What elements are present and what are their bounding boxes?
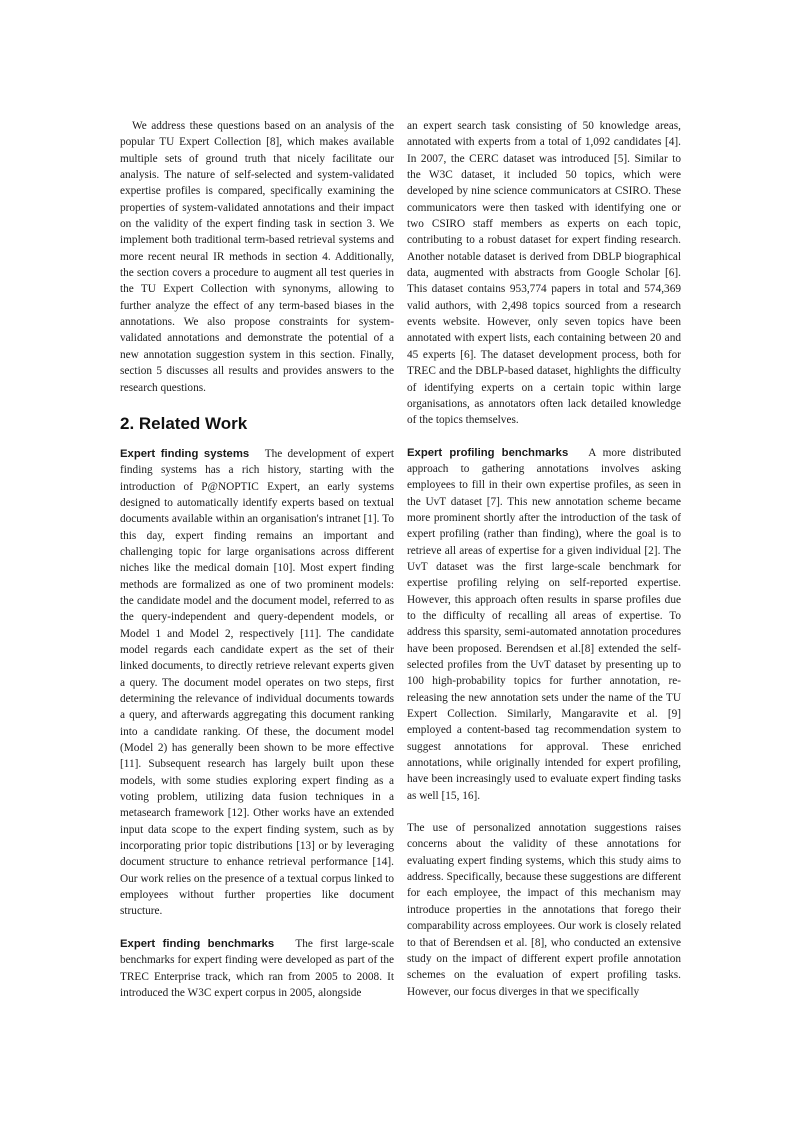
expert-profiling-benchmarks-text: A more distributed approach to gathering annotations involves asking employees to fill in their own expertise profiles, as seen in the UvT dataset [7]. This new annotation scheme became more prominent shortly after the introduction of the task of expert profiling (rather than finding), where the goal is to retrieve all areas of expertise for a given individual [2]. The UvT dataset was the first large-scale benchmark for expertise profiling relying on self-reported expertise. However, this approach often results in sparse profiles due to the difficulty of recalling all areas of expertise. To address this sparsity, semi-automated annotation procedures have been proposed. Berendsen et al.[8] extended the self-selected profiles from the UvT dataset by presenting up to 100 high-probability topics for further annotation, re-releasing the new annotation sets under the name of the TU Expert Collection. Similarly, Mangaravite et al. [9] employed a content-based tag recommendation system to suggest annotations for approval. These enriched annotations, while originally intended for expert profiling, have been increasingly used to evaluate expert finding tasks as well [15, 16]. xyxy=(407,446,682,802)
continued-paragraph: an expert search task consisting of 50 knowledge areas, annotated with experts from a total of 1,092 candidates [4]. In 2007, the CERC dataset was introduced [5]. Similar to the W3C dataset, it included 50 topics, which were developed by nine science communicators at CSIRO. These communicators were then tasked with identifying one or two CSIRO staff members as experts on each topic, contributing to a robust dataset for expert finding research. Another notable dataset is derived from DBLP biographical data, augmented with abstracts from Google Scholar [6]. This dataset contains 953,774 papers in total and 574,369 valid authors, with 2,498 topics sourced from a research events website. However, only seven topics have been annotated with expert lists, each containing between 20 and 45 experts [6]. The dataset development process, both for TREC and the DBLP-based dataset, highlights the difficulty of identifying experts on a certain topic within large organisations, as annotators often lack detailed knowledge of the topics themselves. xyxy=(407,120,681,427)
intro-paragraph: We address these questions based on an analysis of the popular TU Expert Collection [8], which makes available multiple sets of ground truth that nicely facilitate our analysis. The nature of self-selected and system-validated expertise profiles is compared, specifically examining the properties of system-validated annotations and their impact on the validity of the expert finding task in section 3. We implement both traditional term-based retrieval systems and more recent neural IR methods in section 4. Additionally, the section covers a procedure to augment all test queries in the TU Expert Collection with synonyms, allowing to further analyze the effect of any term-based biases in the annotations. We also propose constraints for system-validated annotations and demonstrate the potential of a new annotation suggestion system in this section. Finally, section 5 discusses all results and provides answers to the research questions. xyxy=(120,120,394,394)
expert-finding-benchmarks-paragraph xyxy=(120,936,394,1001)
expert-finding-benchmarks-text: The first large-scale benchmarks for expert finding were developed as part of the TREC Enterprise track, which ran from 2005 to 2008. It introduced the W3C expert corpus in 2005, alongside xyxy=(120,937,394,999)
expert-finding-systems-text: The development of expert finding systems has a rich history, starting with the introduction of P@NOPTIC Expert, an early systems designed to automatically identify experts based on textual documents available within an organisation's intranet [1]. To this day, expert finding remains an important and challenging topic for large organisations across different niches like the medical domain [10]. Most expert finding methods are formalized as one of two prominent models: the candidate model and the document model, referred to as the query-independent and query-dependent models, or Model 1 and Model 2, respectively [11]. The candidate model regards each candidate expert as the set of their linked documents, to directly retrieve relevant experts given a query. The document model operates on two steps, first determining the relevance of individual documents towards a query, and afterwards aggregating this document ranking into a candidate ranking. Of these, the document model (Model 2) has generally been shown to be more effective [11]. Subsequent research has largely built upon these models, with some studies exploring expert finding as a voting problem, utilizing data fusion techniques in a metasearch framework [12]. Other works have an extended input data scope to the expert finding system, such as by incorporating prior topic distributions [13] or by leveraging document structure to enhance retrieval performance [14]. Our work relies on the presence of a textual corpus linked to employees without further properties like document structure. xyxy=(120,447,394,918)
expert-finding-systems-paragraph xyxy=(120,446,394,920)
left-column xyxy=(120,118,394,1001)
expert-finding-benchmarks-heading: Expert finding benchmarks xyxy=(120,937,275,950)
section-heading-related-work: 2. Related Work xyxy=(120,413,248,433)
final-paragraph: The use of personalized annotation suggestions raises concerns about the validity of these annotations for evaluating expert finding systems, which this study aims to address. Specifically, because these suggestions are different for each employee, the impact of this mechanism may introduce properties in the annotations that forego their comparability across employees. Our work is closely related to that of Berendsen et al. [8], who conducted an extensive study on the impact of different expert profile annotation schemes on the evaluation of expert profiling tasks. However, our focus diverges in that we specifically xyxy=(407,822,681,998)
expert-profiling-benchmarks-paragraph xyxy=(407,445,681,805)
expert-profiling-benchmarks-heading: Expert profiling benchmarks xyxy=(407,446,569,459)
right-column xyxy=(407,118,681,1000)
expert-finding-systems-heading: Expert finding systems xyxy=(120,447,250,460)
